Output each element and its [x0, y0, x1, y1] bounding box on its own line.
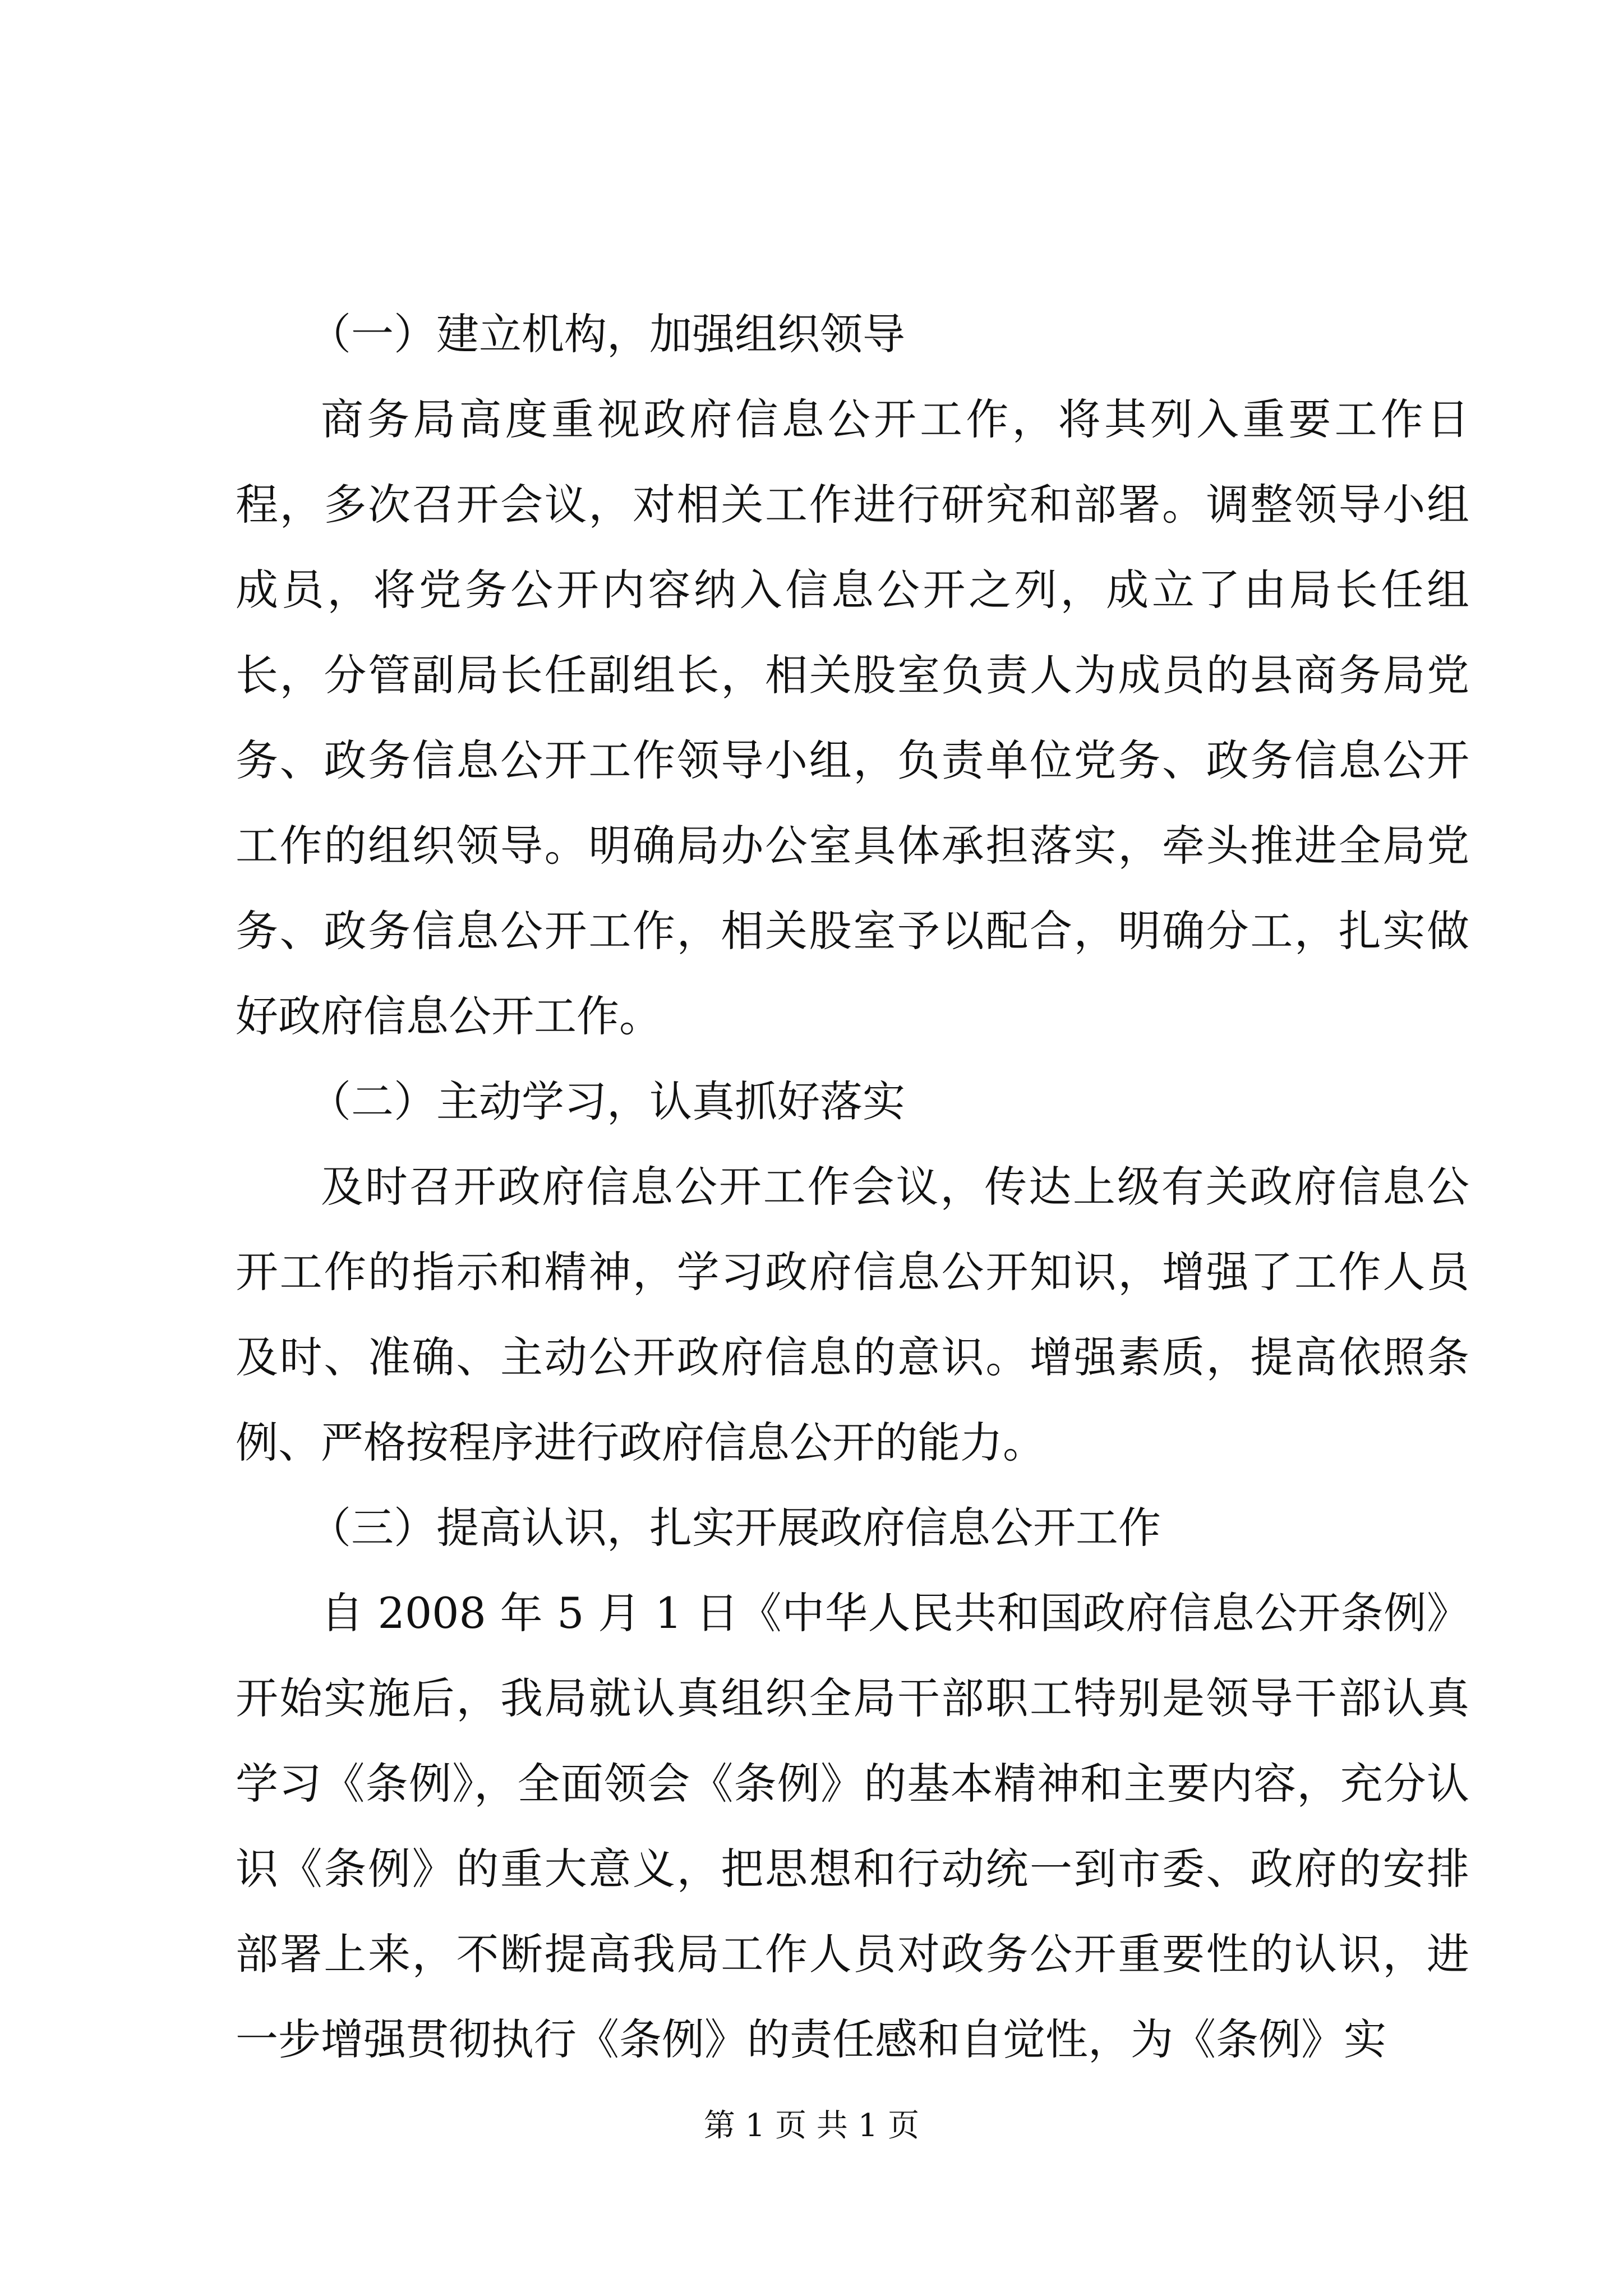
section-paragraph-1: 商务局高度重视政府信息公开工作，将其列入重要工作日程，多次召开会议，对相关工作进行研究和部署。调整领导小组成员，将党务公开内容纳入信息公开之列，成立了由局长任组长，分管副局长任副组长，相关股室负责人为成员的县商务局党务、政务信息公开工作领导小组，负责单位党务、政务信息公开工作的组织领导。明确局办公室具体承担落实，牵头推进全局党务、政务信息公开工作，相关股室予以配合，明确分工，扎实做好政府信息公开工作。: [236, 394, 1469, 1041]
page-footer: 第 1 页 共 1 页: [703, 2108, 920, 2144]
section-heading-1: （一）建立机构，加强组织领导: [308, 309, 905, 359]
section-heading-2: （二）主动学习，认真抓好落实: [308, 1076, 905, 1126]
section-paragraph-2: 及时召开政府信息公开工作会议，传达上级有关政府信息公开工作的指示和精神，学习政府信息公开知识，增强了工作人员及时、准确、主动公开政府信息的意识。增强素质，提高依照条例、严格按程序进行政府信息公开的能力。: [236, 1162, 1469, 1467]
document-body: [236, 292, 1469, 2082]
section-heading-3: （三）提高认识，扎实开展政府信息公开工作: [308, 1503, 1161, 1553]
section-paragraph-3: 自 2008 年 5 月 1 日《中华人民共和国政府信息公开条例》开始实施后，我局就认真组织全局干部职工特别是领导干部认真学习《条例》，全面领会《条例》的基本精神和主要内容，充分认识《条例》的重大意义，把思想和行动统一到市委、政府的安排部署上来，不断提高我局工作人员对政务公开重要性的认识，进一步增强贯彻执行《条例》的责任感和自觉性，为《条例》实: [236, 1588, 1469, 2064]
